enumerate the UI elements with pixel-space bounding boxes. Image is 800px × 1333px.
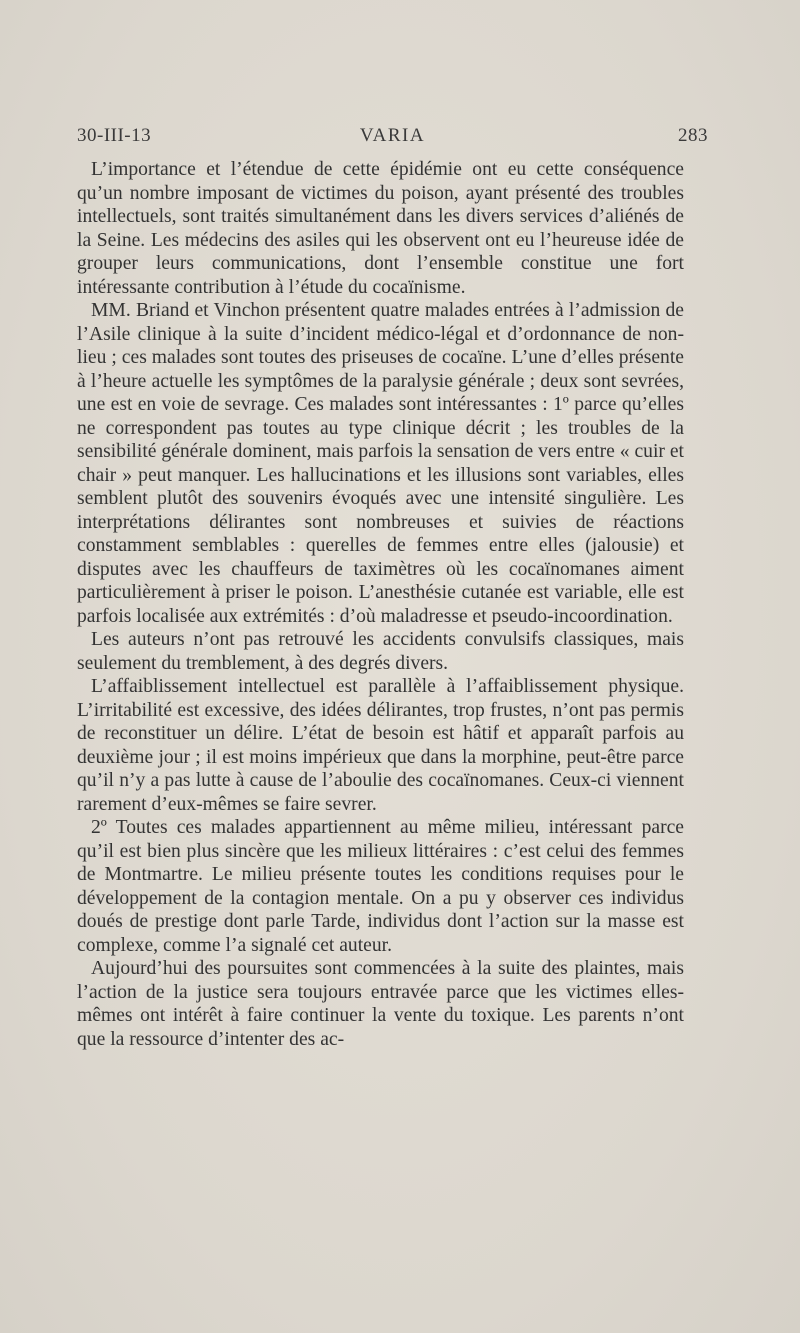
running-header xyxy=(77,125,708,155)
page-number: 283 xyxy=(678,125,708,146)
paragraph: L’importance et l’étendue de cette épidémie ont eu cette conséquence qu’un nombre imposant de victimes du poison, ayant présenté des troubles intellectuels, sont traités simultanément dans les divers services d’aliénés de la Seine. Les médecins des asiles qui les observent ont eu l’heureuse idée de grouper leurs communications, dont l’ensemble constitue une fort intéressante contribution à l’étude du cocaïnisme. xyxy=(77,159,684,298)
header-date: 30-III-13 xyxy=(77,125,152,146)
paragraph: Aujourd’hui des poursuites sont commencées à la suite des plaintes, mais l’action de la justice sera toujours entravée parce que les victimes elles-mêmes ont intérêt à faire continuer la vente du toxique. Les parents n’ont que la ressource d’intenter des ac- xyxy=(77,958,684,1050)
paragraph: L’affaiblissement intellectuel est parallèle à l’affaiblissement physique. L’irritabilité est excessive, des idées délirantes, trop frustes, n’ont pas permis de reconstituer un délire. L’état de besoin est hâtif et apparaît parfois au deuxième jour ; il est moins impérieux que dans la morphine, peut-être parce qu’il n’y a pas lutte à cause de l’aboulie des cocaïnomanes. Ceux-ci viennent rarement d’eux-mêmes se faire sevrer. xyxy=(77,676,684,815)
body-text xyxy=(77,158,684,1051)
paragraph: Les auteurs n’ont pas retrouvé les accidents convulsifs classiques, mais seulement du tremblement, à des degrés divers. xyxy=(77,629,684,674)
paragraph: 2º Toutes ces malades appartiennent au même milieu, intéressant parce qu’il est bien plus sincère que les milieux littéraires : c’est celui des femmes de Montmartre. Le milieu présente toutes les conditions requises pour le développement de la contagion mentale. On a pu y observer ces individus doués de prestige dont parle Tarde, individus dont l’action sur la masse est complexe, comme l’a signalé cet auteur. xyxy=(77,817,684,956)
header-section-title: VARIA xyxy=(359,125,426,146)
paragraph: MM. Briand et Vinchon présentent quatre malades entrées à l’admission de l’Asile clinique à la suite d’incident médico-légal et d’ordonnance de non-lieu ; ces malades sont toutes des priseuses de cocaïne. L’une d’elles présente à l’heure actuelle les symptômes de la paralysie générale ; deux sont sevrées, une est en voie de sevrage. Ces malades sont intéressantes : 1º parce qu’elles ne correspondent pas toutes au type clinique décrit ; les troubles de la sensibilité générale dominent, mais parfois la sensation de vers entre « cuir et chair » peut manquer. Les hallucinations et les illusions sont variables, elles semblent plutôt des souvenirs évoqués avec une intensité singulière. Les interprétations délirantes sont nombreuses et suivies de réactions constamment semblables : querelles de femmes entre elles (jalousie) et disputes avec les chauffeurs de taximètres où les cocaïnomanes aiment particulièrement à priser le poison. L’anesthésie cutanée est variable, elle est parfois localisée aux extrémités : d’où maladresse et pseudo-incoordination. xyxy=(77,300,684,627)
